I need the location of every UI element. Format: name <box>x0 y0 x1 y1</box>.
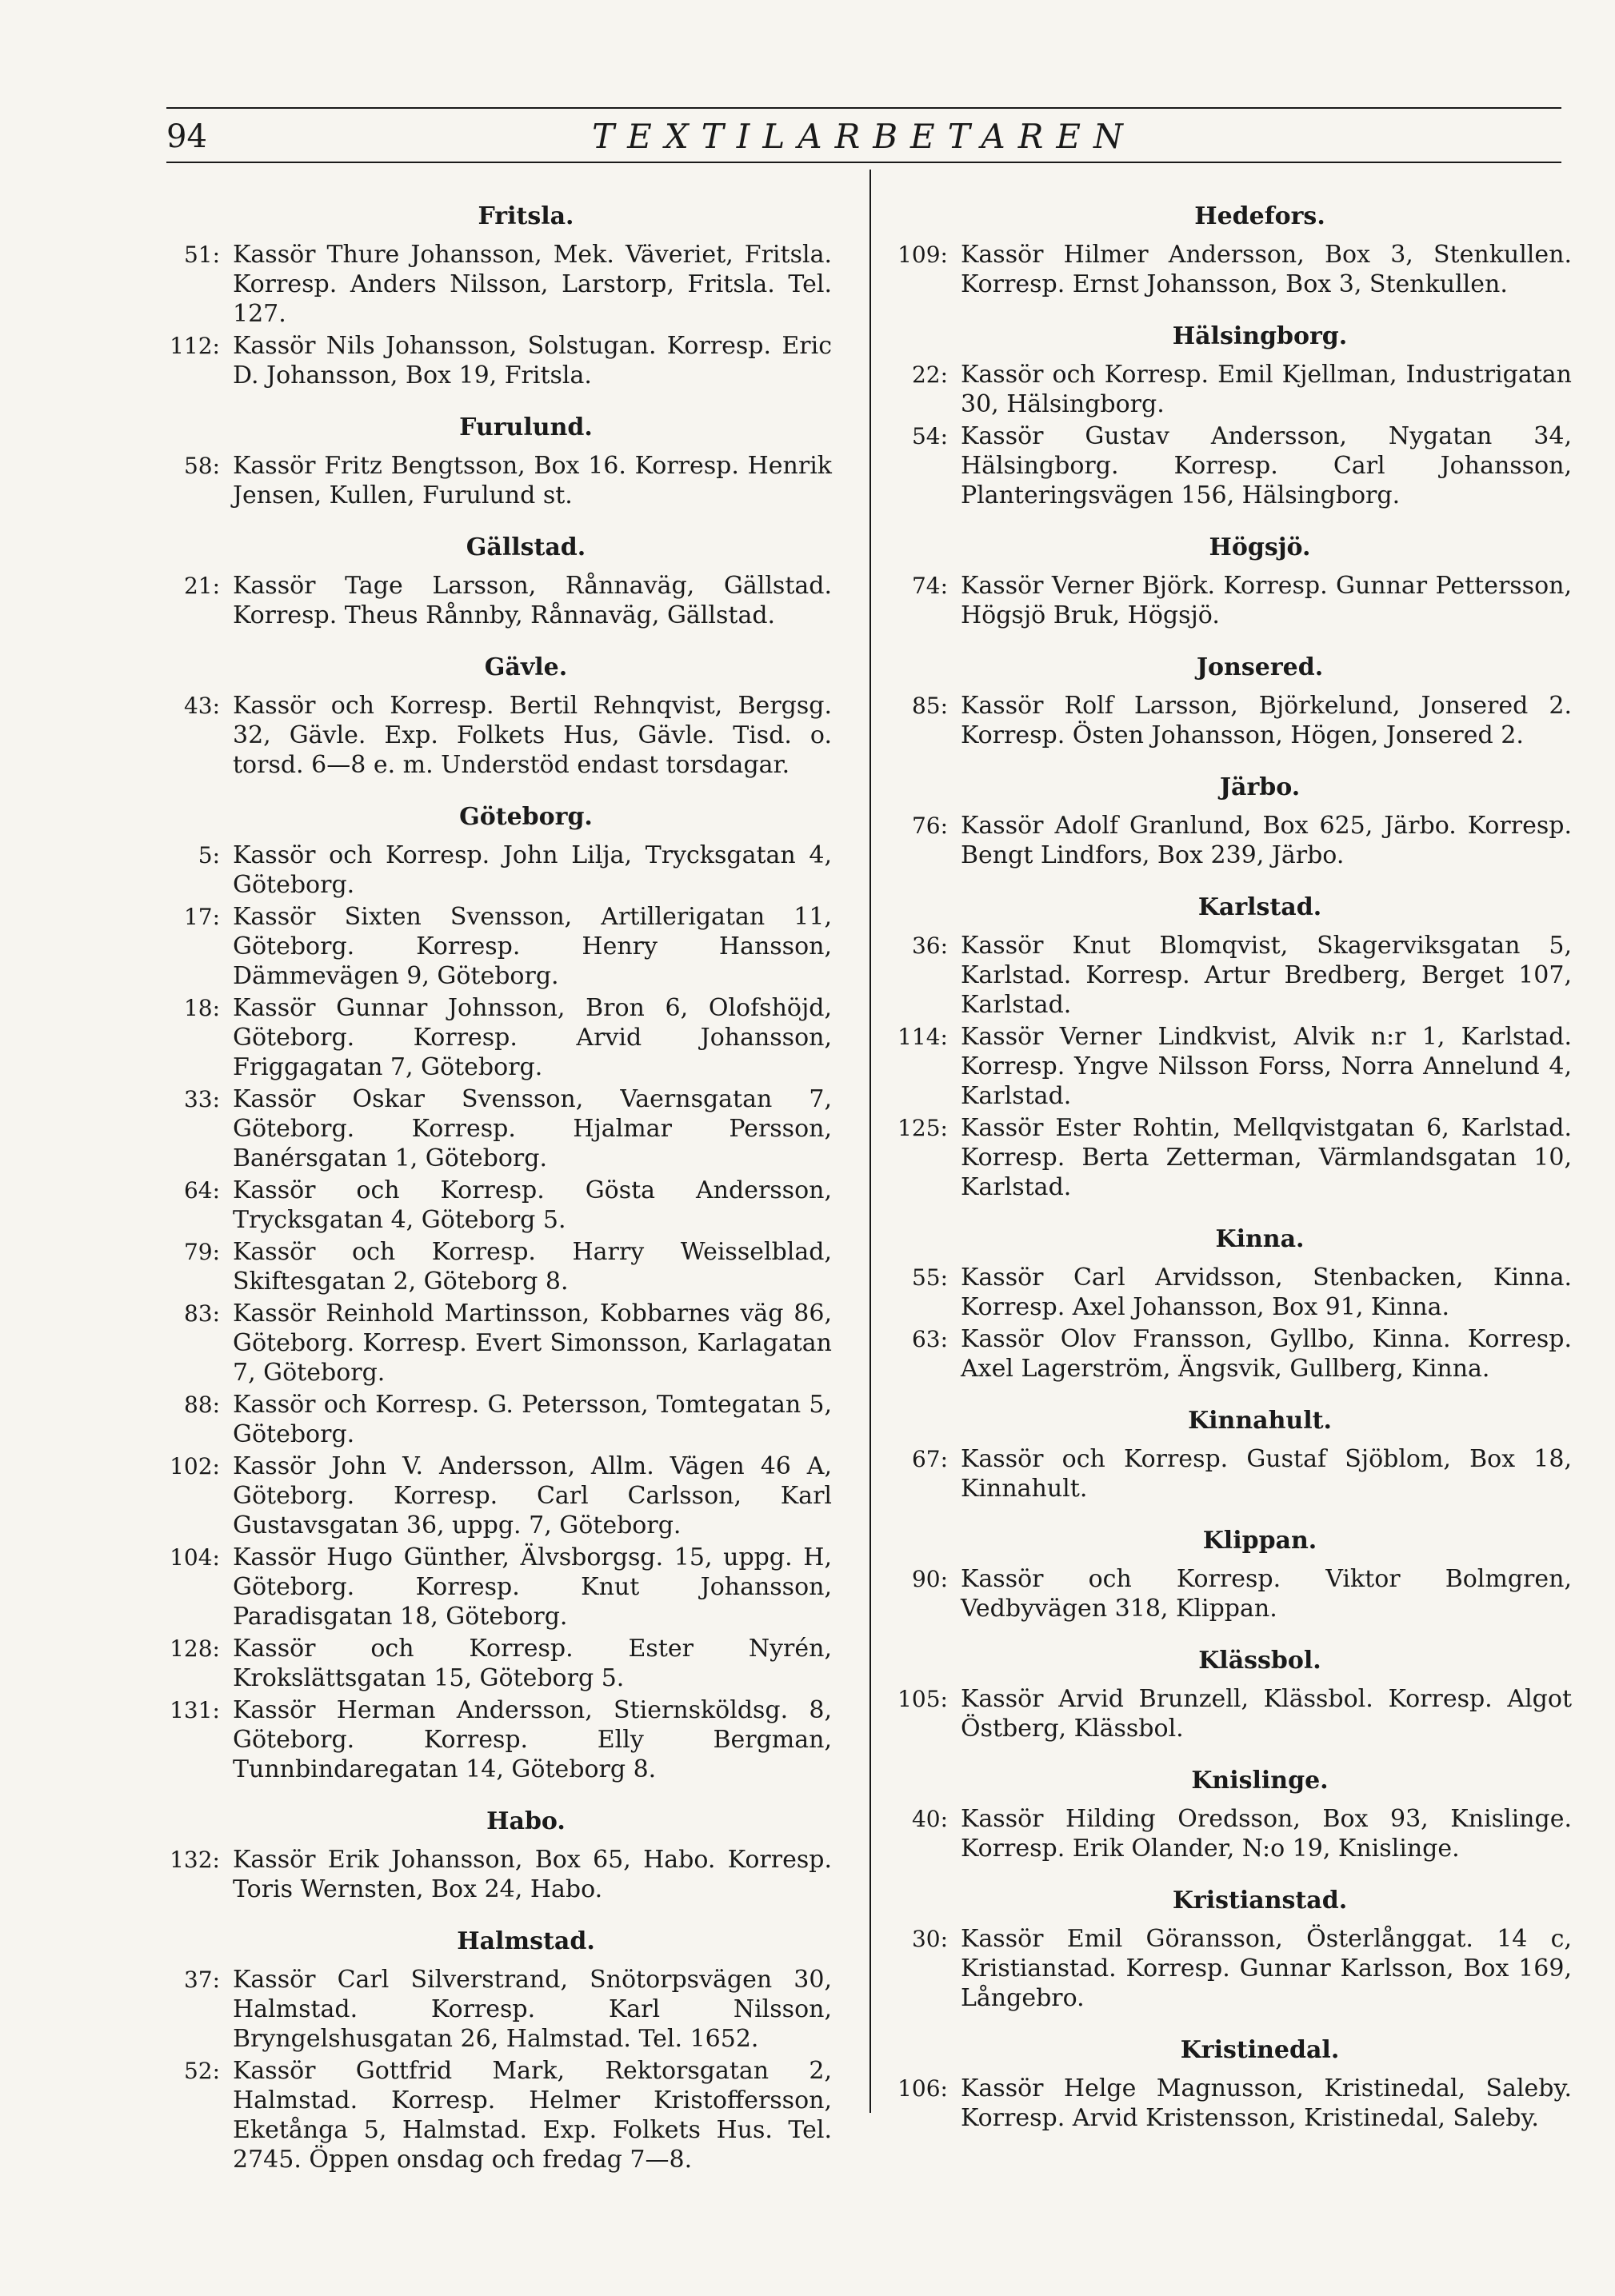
directory-section <box>884 200 1572 299</box>
directory-entry <box>884 1324 1572 1384</box>
section-heading: Kinna. <box>1215 1225 1305 1253</box>
entry-number: 85: <box>911 693 948 719</box>
entry-text: Kassör Knut Blomqvist, Skagerviksgatan 5, Karlstad. Korresp. Artur Bredberg, Berget 107, Karlstad. <box>961 932 1572 1019</box>
entry-number: 90: <box>911 1566 948 1592</box>
directory-entry <box>884 1263 1572 1322</box>
entry-text: Kassör Hugo Günther, Älvsborgsg. 15, uppg. H, Göteborg. Korresp. Knut Johansson, Paradisgatan 18, Göteborg. <box>233 1543 832 1631</box>
entry-number: 36: <box>911 932 948 959</box>
entry-number: 125: <box>897 1115 948 1141</box>
directory-section <box>156 801 832 1784</box>
directory-entry <box>156 1965 832 2054</box>
entry-number: 74: <box>911 573 948 599</box>
entry-text: Kassör Arvid Brunzell, Klässbol. Korresp. Algot Östberg, Klässbol. <box>961 1685 1572 1743</box>
entry-number: 30: <box>911 1926 948 1952</box>
section-heading: Kristianstad. <box>1172 1887 1348 1915</box>
entry-text: Kassör Olov Fransson, Gyllbo, Kinna. Korresp. Axel Lagerström, Ängsvik, Gullberg, Kinna. <box>961 1325 1572 1383</box>
section-heading: Fritsla. <box>478 202 574 230</box>
section-heading: Hälsingborg. <box>1172 322 1348 350</box>
entry-number: 63: <box>911 1326 948 1352</box>
entry-number: 33: <box>183 1086 220 1112</box>
entry-number: 132: <box>170 1847 220 1873</box>
entry-text: Kassör Oskar Svensson, Vaernsgatan 7, Göteborg. Korresp. Hjalmar Persson, Banérsgatan 1, Göteborg. <box>233 1085 832 1172</box>
directory-entry <box>156 1634 832 1693</box>
section-heading: Hedefors. <box>1194 202 1325 230</box>
entry-text: Kassör och Korresp. Ester Nyrén, Krokslättsgatan 15, Göteborg 5. <box>233 1635 832 1692</box>
entry-number: 114: <box>897 1024 948 1050</box>
entry-text: Kassör Fritz Bengtsson, Box 16. Korresp. Henrik Jensen, Kullen, Furulund st. <box>233 452 832 509</box>
header-rule-bottom <box>166 162 1561 163</box>
section-heading: Gällstad. <box>466 533 586 561</box>
directory-section <box>884 1884 1572 2013</box>
directory-entry <box>156 1084 832 1173</box>
entry-text: Kassör och Korresp. Gustaf Sjöblom, Box 18, Kinnahult. <box>961 1445 1572 1503</box>
entry-number: 40: <box>911 1806 948 1832</box>
directory-entry <box>884 1564 1572 1623</box>
directory-entry <box>156 1543 832 1631</box>
entry-text: Kassör Carl Silverstrand, Snötorpsvägen 30, Halmstad. Korresp. Karl Nilsson, Bryngelshusgatan 26, Halmstad. Tel. 1652. <box>233 1966 832 2053</box>
directory-section <box>884 771 1572 870</box>
directory-entry <box>156 841 832 900</box>
entry-number: 37: <box>183 1967 220 1993</box>
section-heading: Knislinge. <box>1191 1767 1329 1795</box>
directory-entry <box>156 1451 832 1540</box>
entry-text: Kassör Erik Johansson, Box 65, Habo. Korresp. Toris Wernsten, Box 24, Habo. <box>233 1846 832 1903</box>
entry-number: 22: <box>911 361 948 388</box>
section-heading: Habo. <box>486 1807 566 1835</box>
directory-section <box>884 2034 1572 2133</box>
section-heading: Kristinedal. <box>1180 2036 1340 2064</box>
column-divider <box>869 170 871 2113</box>
directory-section <box>156 531 832 630</box>
directory-entry <box>884 2074 1572 2133</box>
directory-entry <box>156 2056 832 2174</box>
entry-text: Kassör Helge Magnusson, Kristinedal, Saleby. Korresp. Arvid Kristensson, Kristinedal, Saleby. <box>961 2074 1572 2132</box>
entry-number: 104: <box>170 1544 220 1571</box>
directory-entry <box>156 1845 832 1904</box>
directory-entry <box>156 240 832 329</box>
directory-entry <box>884 240 1572 299</box>
entry-number: 67: <box>911 1446 948 1472</box>
directory-section <box>884 1524 1572 1623</box>
entry-number: 54: <box>911 423 948 449</box>
directory-entry <box>884 1804 1572 1863</box>
right-column <box>884 200 1572 2154</box>
entry-text: Kassör Herman Andersson, Stiernsköldsg. 8, Göteborg. Korresp. Elly Bergman, Tunnbindaregatan 14, Göteborg 8. <box>233 1696 832 1783</box>
directory-section <box>884 320 1572 510</box>
entry-number: 79: <box>183 1239 220 1265</box>
entry-text: Kassör Nils Johansson, Solstugan. Korresp. Eric D. Johansson, Box 19, Fritsla. <box>233 332 832 389</box>
section-heading: Klippan. <box>1202 1527 1317 1555</box>
entry-number: 76: <box>911 813 948 839</box>
directory-section <box>884 1404 1572 1503</box>
section-heading: Halmstad. <box>457 1927 595 1955</box>
entry-text: Kassör Gustav Andersson, Nygatan 34, Hälsingborg. Korresp. Carl Johansson, Planteringsvägen 156, Hälsingborg. <box>961 422 1572 509</box>
section-heading: Karlstad. <box>1197 893 1322 921</box>
directory-entry <box>156 1176 832 1235</box>
directory-entry <box>884 571 1572 630</box>
left-column <box>156 200 832 2195</box>
page-number: 94 <box>166 118 207 155</box>
directory-section <box>884 1223 1572 1384</box>
directory-section <box>884 891 1572 1202</box>
entry-number: 83: <box>183 1300 220 1327</box>
directory-entry <box>884 691 1572 750</box>
directory-entry <box>156 571 832 630</box>
directory-entry <box>156 1695 832 1784</box>
entry-text: Kassör Adolf Granlund, Box 625, Järbo. Korresp. Bengt Lindfors, Box 239, Järbo. <box>961 812 1572 869</box>
header-rule-top <box>166 107 1561 109</box>
entry-text: Kassör och Korresp. Harry Weisselblad, Skiftesgatan 2, Göteborg 8. <box>233 1238 832 1296</box>
entry-text: Kassör Verner Björk. Korresp. Gunnar Pettersson, Högsjö Bruk, Högsjö. <box>961 572 1572 629</box>
entry-number: 18: <box>183 995 220 1021</box>
entry-text: Kassör Gottfrid Mark, Rektorsgatan 2, Halmstad. Korresp. Helmer Kristoffersson, Eketånga 5, Halmstad. Exp. Folkets Hus. Tel. 2745. Öppen onsdag och fredag 7—8. <box>233 2057 832 2174</box>
entry-text: Kassör Gunnar Johnsson, Bron 6, Olofshöjd, Göteborg. Korresp. Arvid Johansson, Friggagatan 7, Göteborg. <box>233 994 832 1081</box>
entry-number: 102: <box>170 1453 220 1479</box>
entry-text: Kassör och Korresp. Viktor Bolmgren, Vedbyvägen 318, Klippan. <box>961 1565 1572 1623</box>
entry-text: Kassör Emil Göransson, Österlånggat. 14 c, Kristianstad. Korresp. Gunnar Karlsson, Box 169, Långebro. <box>961 1925 1572 2012</box>
entry-text: Kassör och Korresp. G. Petersson, Tomtegatan 5, Göteborg. <box>233 1391 832 1448</box>
directory-section <box>884 1644 1572 1743</box>
entry-number: 128: <box>170 1635 220 1662</box>
directory-section <box>156 651 832 780</box>
directory-entry <box>884 811 1572 870</box>
entry-number: 17: <box>183 904 220 930</box>
directory-section <box>884 531 1572 630</box>
directory-entry <box>884 360 1572 419</box>
directory-entry <box>156 902 832 991</box>
entry-number: 64: <box>183 1177 220 1204</box>
entry-number: 88: <box>183 1392 220 1418</box>
entry-text: Kassör och Korresp. John Lilja, Trycksgatan 4, Göteborg. <box>233 841 832 899</box>
entry-text: Kassör Rolf Larsson, Björkelund, Jonsered 2. Korresp. Östen Johansson, Högen, Jonsered 2. <box>961 692 1572 749</box>
section-heading: Furulund. <box>459 413 593 441</box>
directory-section <box>884 1764 1572 1863</box>
entry-text: Kassör Sixten Svensson, Artillerigatan 11, Göteborg. Korresp. Henry Hansson, Dämmevägen 9, Göteborg. <box>233 903 832 990</box>
entry-text: Kassör Reinhold Martinsson, Kobbarnes väg 86, Göteborg. Korresp. Evert Simonsson, Karlagatan 7, Göteborg. <box>233 1300 832 1387</box>
directory-entry <box>884 1924 1572 2013</box>
entry-number: 131: <box>170 1697 220 1723</box>
section-heading: Jonsered. <box>1196 653 1324 681</box>
entry-text: Kassör Verner Lindkvist, Alvik n:r 1, Karlstad. Korresp. Yngve Nilsson Forss, Norra Annelund 4, Karlstad. <box>961 1023 1572 1110</box>
directory-section <box>156 411 832 510</box>
entry-number: 52: <box>183 2058 220 2084</box>
entry-text: Kassör Tage Larsson, Rånnaväg, Gällstad. Korresp. Theus Rånnby, Rånnaväg, Gällstad. <box>233 572 832 629</box>
entry-text: Kassör Ester Rohtin, Mellqvistgatan 6, Karlstad. Korresp. Berta Zetterman, Värmlandsgatan 10, Karlstad. <box>961 1114 1572 1201</box>
page-header <box>166 107 1561 163</box>
section-heading: Högsjö. <box>1209 533 1311 561</box>
entry-text: Kassör Hilmer Andersson, Box 3, Stenkullen. Korresp. Ernst Johansson, Box 3, Stenkullen. <box>961 241 1572 298</box>
directory-entry <box>884 1684 1572 1743</box>
entry-number: 106: <box>897 2075 948 2102</box>
directory-entry <box>156 331 832 390</box>
directory-section <box>156 200 832 390</box>
entry-number: 112: <box>170 333 220 359</box>
directory-entry <box>156 691 832 780</box>
section-heading: Klässbol. <box>1198 1647 1321 1675</box>
entry-number: 21: <box>183 573 220 599</box>
directory-entry <box>884 1022 1572 1111</box>
entry-number: 105: <box>897 1686 948 1712</box>
directory-entry <box>884 421 1572 510</box>
entry-text: Kassör och Korresp. Gösta Andersson, Trycksgatan 4, Göteborg 5. <box>233 1176 832 1234</box>
section-heading: Göteborg. <box>459 803 593 831</box>
directory-entry <box>156 1299 832 1388</box>
entry-number: 55: <box>911 1264 948 1291</box>
entry-text: Kassör Hilding Oredsson, Box 93, Knislinge. Korresp. Erik Olander, N:o 19, Knislinge. <box>961 1805 1572 1863</box>
running-title: TEXTILARBETAREN <box>592 117 1136 156</box>
entry-number: 109: <box>897 242 948 268</box>
entry-text: Kassör John V. Andersson, Allm. Vägen 46 A, Göteborg. Korresp. Carl Carlsson, Karl Gustavsgatan 36, uppg. 7, Göteborg. <box>233 1452 832 1539</box>
directory-section <box>156 1805 832 1904</box>
directory-entry <box>884 1113 1572 1202</box>
directory-entry <box>156 1390 832 1449</box>
directory-entry <box>156 451 832 510</box>
entry-text: Kassör Carl Arvidsson, Stenbacken, Kinna. Korresp. Axel Johansson, Box 91, Kinna. <box>961 1264 1572 1321</box>
entry-text: Kassör Thure Johansson, Mek. Väveriet, Fritsla. Korresp. Anders Nilsson, Larstorp, Fritsla. Tel. 127. <box>233 241 832 328</box>
section-heading: Järbo. <box>1219 773 1301 801</box>
entry-text: Kassör och Korresp. Emil Kjellman, Industrigatan 30, Hälsingborg. <box>961 361 1572 418</box>
entry-number: 58: <box>183 453 220 479</box>
entry-text: Kassör och Korresp. Bertil Rehnqvist, Bergsg. 32, Gävle. Exp. Folkets Hus, Gävle. Tisd. o. torsd. 6—8 e. m. Understöd endast torsdagar. <box>233 692 832 779</box>
entry-number: 5: <box>198 842 220 868</box>
entry-number: 51: <box>183 242 220 268</box>
section-heading: Kinnahult. <box>1188 1407 1332 1435</box>
directory-section <box>884 651 1572 750</box>
section-heading: Gävle. <box>484 653 568 681</box>
directory-entry <box>156 1237 832 1296</box>
directory-section <box>156 1925 832 2174</box>
directory-entry <box>156 993 832 1082</box>
directory-entry <box>884 931 1572 1020</box>
directory-entry <box>884 1444 1572 1503</box>
entry-number: 43: <box>183 693 220 719</box>
